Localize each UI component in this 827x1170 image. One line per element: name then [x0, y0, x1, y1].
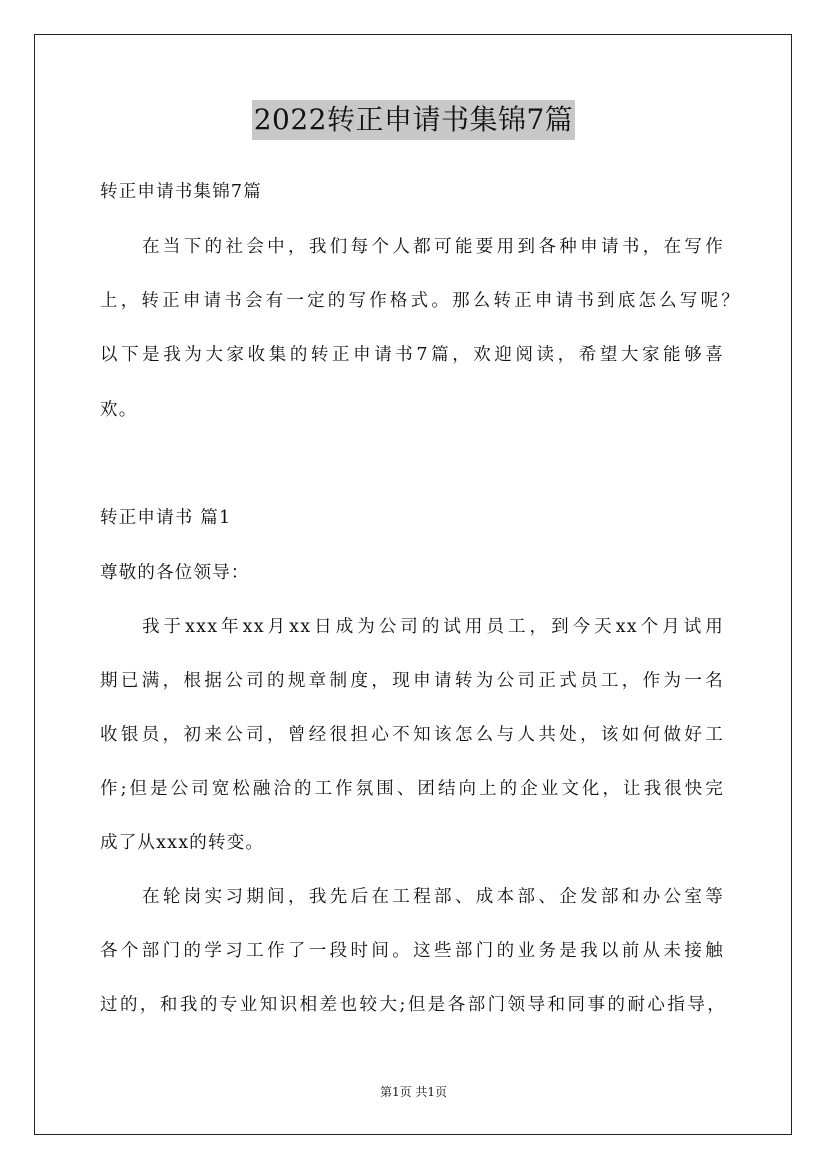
paragraph1-line-4: 作;但是公司宽松融洽的工作氛围、团结向上的企业文化，让我很快完	[100, 779, 724, 799]
document-subtitle: 转正申请书集锦7篇	[100, 182, 262, 202]
intro-line-1: 在当下的社会中，我们每个人都可能要用到各种申请书，在写作	[142, 237, 724, 257]
paragraph2-line-3: 过的，和我的专业知识相差也较大;但是各部门领导和同事的耐心指导，	[100, 995, 726, 1015]
paragraph2-line-1: 在轮岗实习期间，我先后在工程部、成本部、企发部和办公室等	[142, 887, 724, 907]
paragraph1-line-5: 成了从xxx的转变。	[100, 833, 265, 853]
salutation: 尊敬的各位领导：	[100, 563, 250, 583]
intro-line-3: 以下是我为大家收集的转正申请书7篇，欢迎阅读，希望大家能够喜	[100, 345, 724, 365]
paragraph1-line-2: 期已满，根据公司的规章制度，现申请转为公司正式员工，作为一名	[100, 671, 724, 691]
paragraph1-line-1: 我于xxx年xx月xx日成为公司的试用员工，到今天xx个月试用	[142, 617, 724, 637]
intro-line-4: 欢。	[100, 400, 138, 420]
paragraph1-line-3: 收银员，初来公司，曾经很担心不知该怎么与人共处，该如何做好工	[100, 725, 724, 745]
page-footer: 第1页 共1页	[379, 1085, 448, 1099]
document-title: 2022转正申请书集锦7篇	[252, 100, 576, 140]
intro-line-2: 上，转正申请书会有一定的写作格式。那么转正申请书到底怎么写呢？	[100, 291, 740, 311]
title-container	[0, 100, 827, 140]
section-heading: 转正申请书 篇1	[100, 508, 232, 528]
paragraph2-line-2: 各个部门的学习工作了一段时间。这些部门的业务是我以前从未接触	[100, 941, 724, 961]
